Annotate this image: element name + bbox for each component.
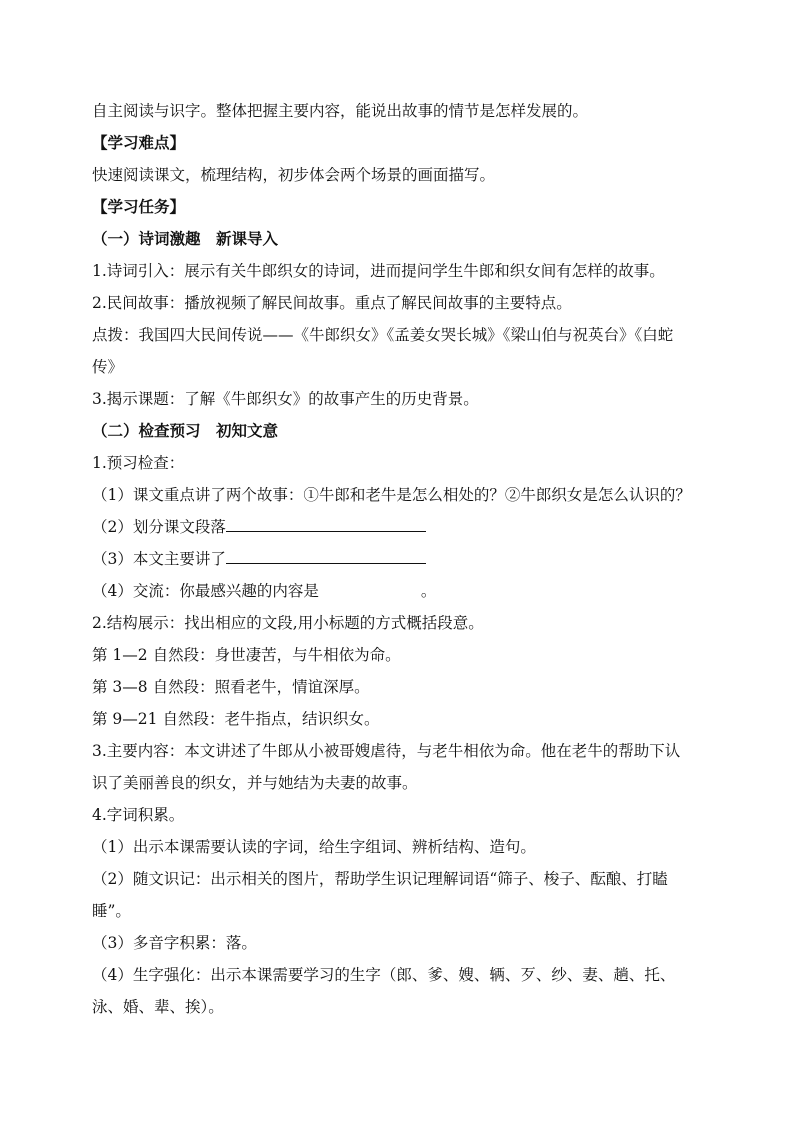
learning-goal-text: 自主阅读与识字。整体把握主要内容，能说出故事的情节是怎样发展的。 xyxy=(92,102,589,120)
paragraph-summary-1: 第 1—2 自然段：身世凄苦，与牛相依为命。 xyxy=(92,646,401,664)
word-task-2-line-2: 睡”。 xyxy=(92,902,131,920)
preview-question-3 xyxy=(92,543,712,575)
section-1-tip-line-2: 传》 xyxy=(92,358,124,376)
difficulty-text: 快速阅读课文，梳理结构，初步体会两个场景的画面描写。 xyxy=(92,166,496,184)
answer-blank-2 xyxy=(226,513,426,532)
preview-question-3-label: （3）本文主要讲了 xyxy=(92,550,226,568)
preview-question-4-label: （4）交流：你最感兴趣的内容是 xyxy=(92,582,319,600)
word-task-1: （1）出示本课需要认读的字词，给生字组词、辨析结构、造句。 xyxy=(92,838,536,856)
section-1-item-2: 2.民间故事：播放视频了解民间故事。重点了解民间故事的主要特点。 xyxy=(92,294,572,312)
word-task-4-line-1: （4）生字强化：出示本课需要学习的生字（郎、爹、嫂、辆、歹、纱、妻、趟、托、 xyxy=(92,966,676,984)
section-1-title: （一）诗词激趣 新课导入 xyxy=(92,229,279,248)
word-task-3: （3）多音字积累：落。 xyxy=(92,934,257,952)
section-2-title: （二）检查预习 初知文意 xyxy=(92,421,279,440)
main-content-line-2: 识了美丽善良的织女，并与她结为夫妻的故事。 xyxy=(92,774,418,792)
section-2-item-1: 1.预习检查： xyxy=(92,454,185,472)
preview-question-4 xyxy=(92,575,712,607)
section-2-item-2: 2.结构展示：找出相应的文段,用小标题的方式概括段意。 xyxy=(92,614,484,632)
section-1-tip-line-1: 点拨：我国四大民间传说——《牛郎织女》《孟姜女哭长城》《梁山伯与祝英台》《白蛇 xyxy=(92,326,674,344)
preview-question-1: （1）课文重点讲了两个故事：①牛郎和老牛是怎么相处的？②牛郎织女是怎么认识的？ xyxy=(92,486,691,504)
document-content xyxy=(92,95,712,1023)
preview-question-2 xyxy=(92,511,712,543)
section-2-item-4: 4.字词积累。 xyxy=(92,806,185,824)
preview-question-2-label: （2）划分课文段落 xyxy=(92,518,226,536)
difficulty-heading: 【学习难点】 xyxy=(92,133,186,152)
answer-blank-3 xyxy=(226,545,426,564)
paragraph-summary-2: 第 3—8 自然段：照看老牛，情谊深厚。 xyxy=(92,678,370,696)
word-task-4-line-2: 泳、婚、辈、挨）。 xyxy=(92,998,224,1016)
word-task-2-line-1: （2）随文识记：出示相关的图片，帮助学生识记理解词语“筛子、梭子、酝酿、打瞌 xyxy=(92,870,668,888)
section-1-item-3: 3.揭示课题：了解《牛郎织女》的故事产生的历史背景。 xyxy=(92,390,479,408)
paragraph-summary-3: 第 9—21 自然段：老牛指点，结识织女。 xyxy=(92,710,380,728)
preview-question-4-end: 。 xyxy=(420,582,437,600)
main-content-line-1: 3.主要内容：本文讲述了牛郎从小被哥嫂虐待，与老牛相依为命。他在老牛的帮助下认 xyxy=(92,742,681,760)
tasks-heading: 【学习任务】 xyxy=(92,197,186,216)
section-1-item-1: 1.诗词引入：展示有关牛郎织女的诗词，进而提问学生牛郎和织女间有怎样的故事。 xyxy=(92,262,665,280)
